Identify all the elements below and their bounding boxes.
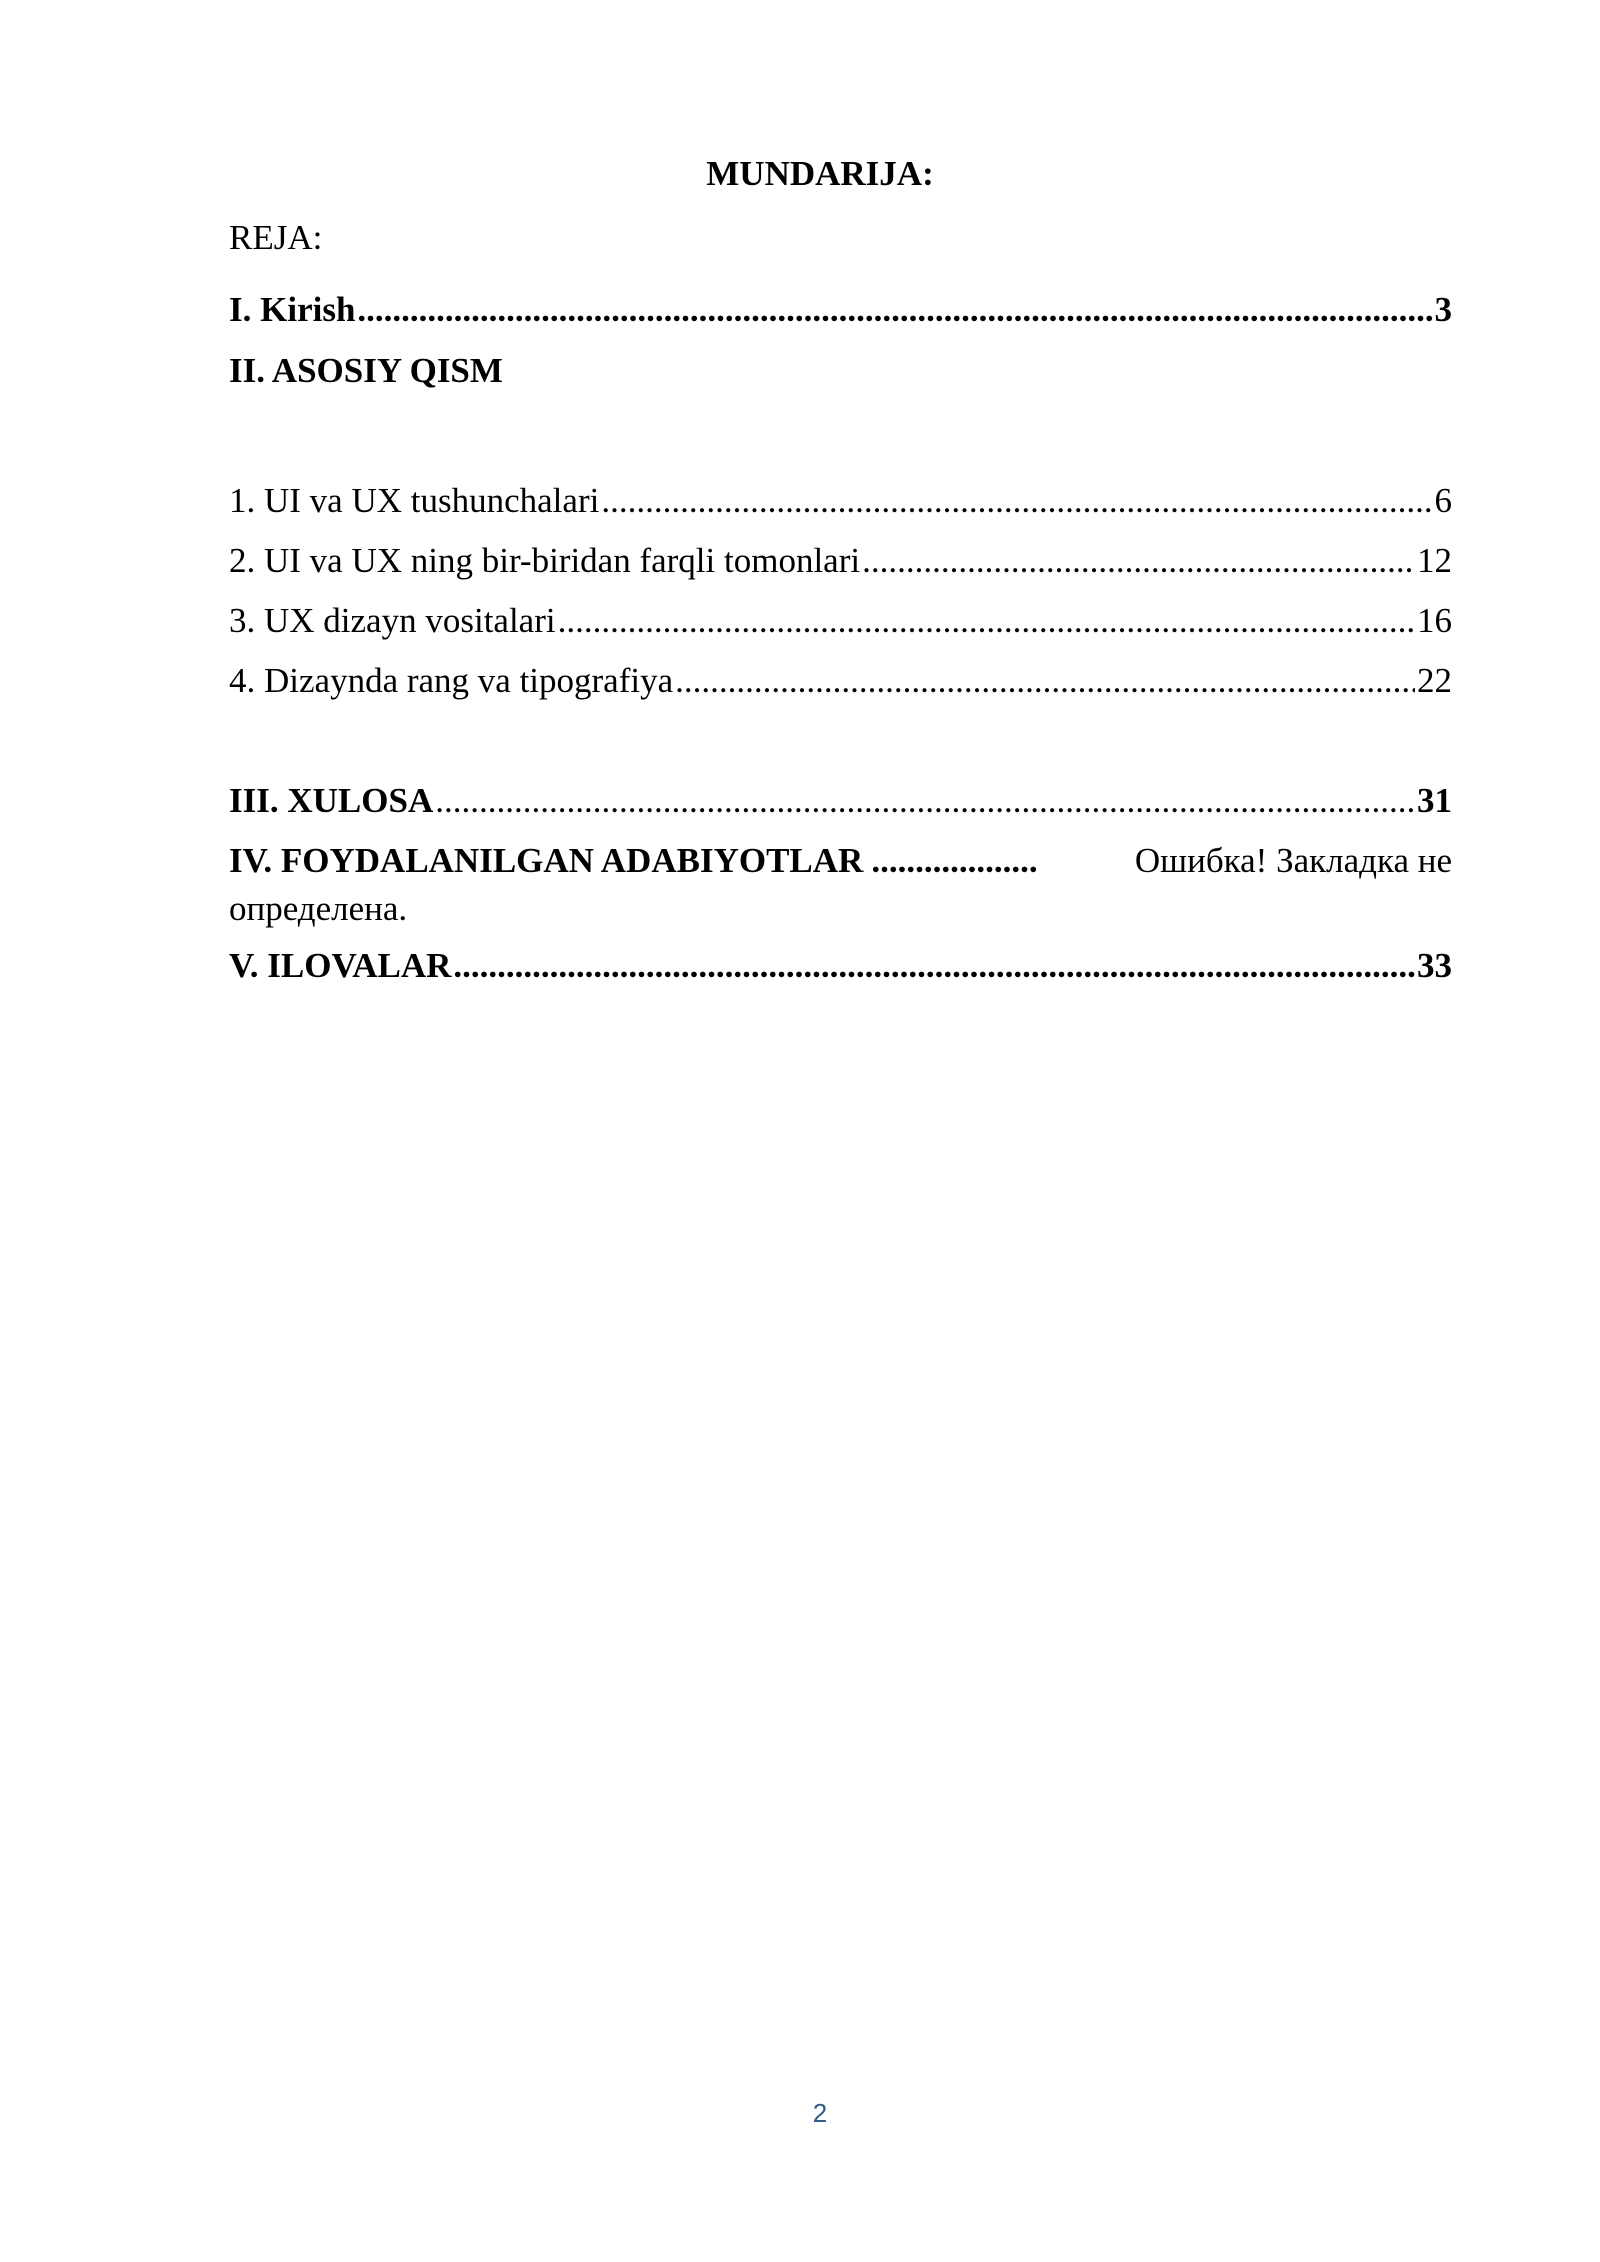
dot-leader bbox=[453, 944, 1415, 988]
toc-page-number: 22 bbox=[1417, 661, 1452, 700]
toc-entry-label: V. ILOVALAR bbox=[229, 946, 452, 985]
toc-section-asosiy: II. ASOSIY QISM bbox=[229, 351, 503, 390]
toc-entry-ilovalar[interactable] bbox=[229, 944, 1452, 988]
toc-entry-item-3[interactable] bbox=[229, 599, 1452, 643]
toc-entry-label: I. Kirish bbox=[229, 290, 356, 329]
toc-page-number: 16 bbox=[1417, 601, 1452, 640]
dot-leader bbox=[357, 288, 1432, 332]
bookmark-error-text: Ошибка! Закладка не bbox=[1134, 841, 1452, 880]
toc-entry-item-1[interactable] bbox=[229, 479, 1452, 523]
page-title: MUNDARIJA: bbox=[706, 154, 934, 193]
toc-entry-xulosa[interactable] bbox=[229, 779, 1452, 823]
dot-leader bbox=[601, 479, 1432, 523]
bookmark-error-text-continued: определена. bbox=[229, 889, 408, 928]
dot-leader bbox=[675, 659, 1415, 703]
toc-page-number: 33 bbox=[1417, 946, 1452, 985]
dot-leader bbox=[862, 539, 1415, 583]
toc-entry-kirish[interactable] bbox=[229, 288, 1452, 332]
toc-entry-item-2[interactable] bbox=[229, 539, 1452, 583]
toc-entry-label: 4. Dizaynda rang va tipografiya bbox=[229, 661, 674, 700]
toc-page-number: 3 bbox=[1434, 290, 1452, 329]
toc-entry-label: 3. UX dizayn vositalari bbox=[229, 601, 556, 640]
page-number: 2 bbox=[812, 2098, 828, 2128]
toc-entry-label: 1. UI va UX tushunchalari bbox=[229, 481, 600, 520]
toc-page-number: 31 bbox=[1417, 781, 1452, 820]
toc-page-number: 12 bbox=[1417, 541, 1452, 580]
dot-leader bbox=[435, 779, 1415, 823]
toc-entry-label: III. XULOSA bbox=[229, 781, 434, 820]
toc-page-number: 6 bbox=[1434, 481, 1452, 520]
dot-leader bbox=[558, 599, 1415, 643]
toc-entry-label: IV. FOYDALANILGAN ADABIYOTLAR bbox=[229, 841, 864, 880]
plan-subheading: REJA: bbox=[229, 218, 323, 257]
toc-entry-item-4[interactable] bbox=[229, 659, 1452, 703]
toc-entry-adabiyotlar[interactable] bbox=[229, 837, 1452, 933]
dot-leader: ................... bbox=[871, 841, 1038, 880]
toc-entry-label: 2. UI va UX ning bir-biridan farqli tomonlari bbox=[229, 541, 861, 580]
